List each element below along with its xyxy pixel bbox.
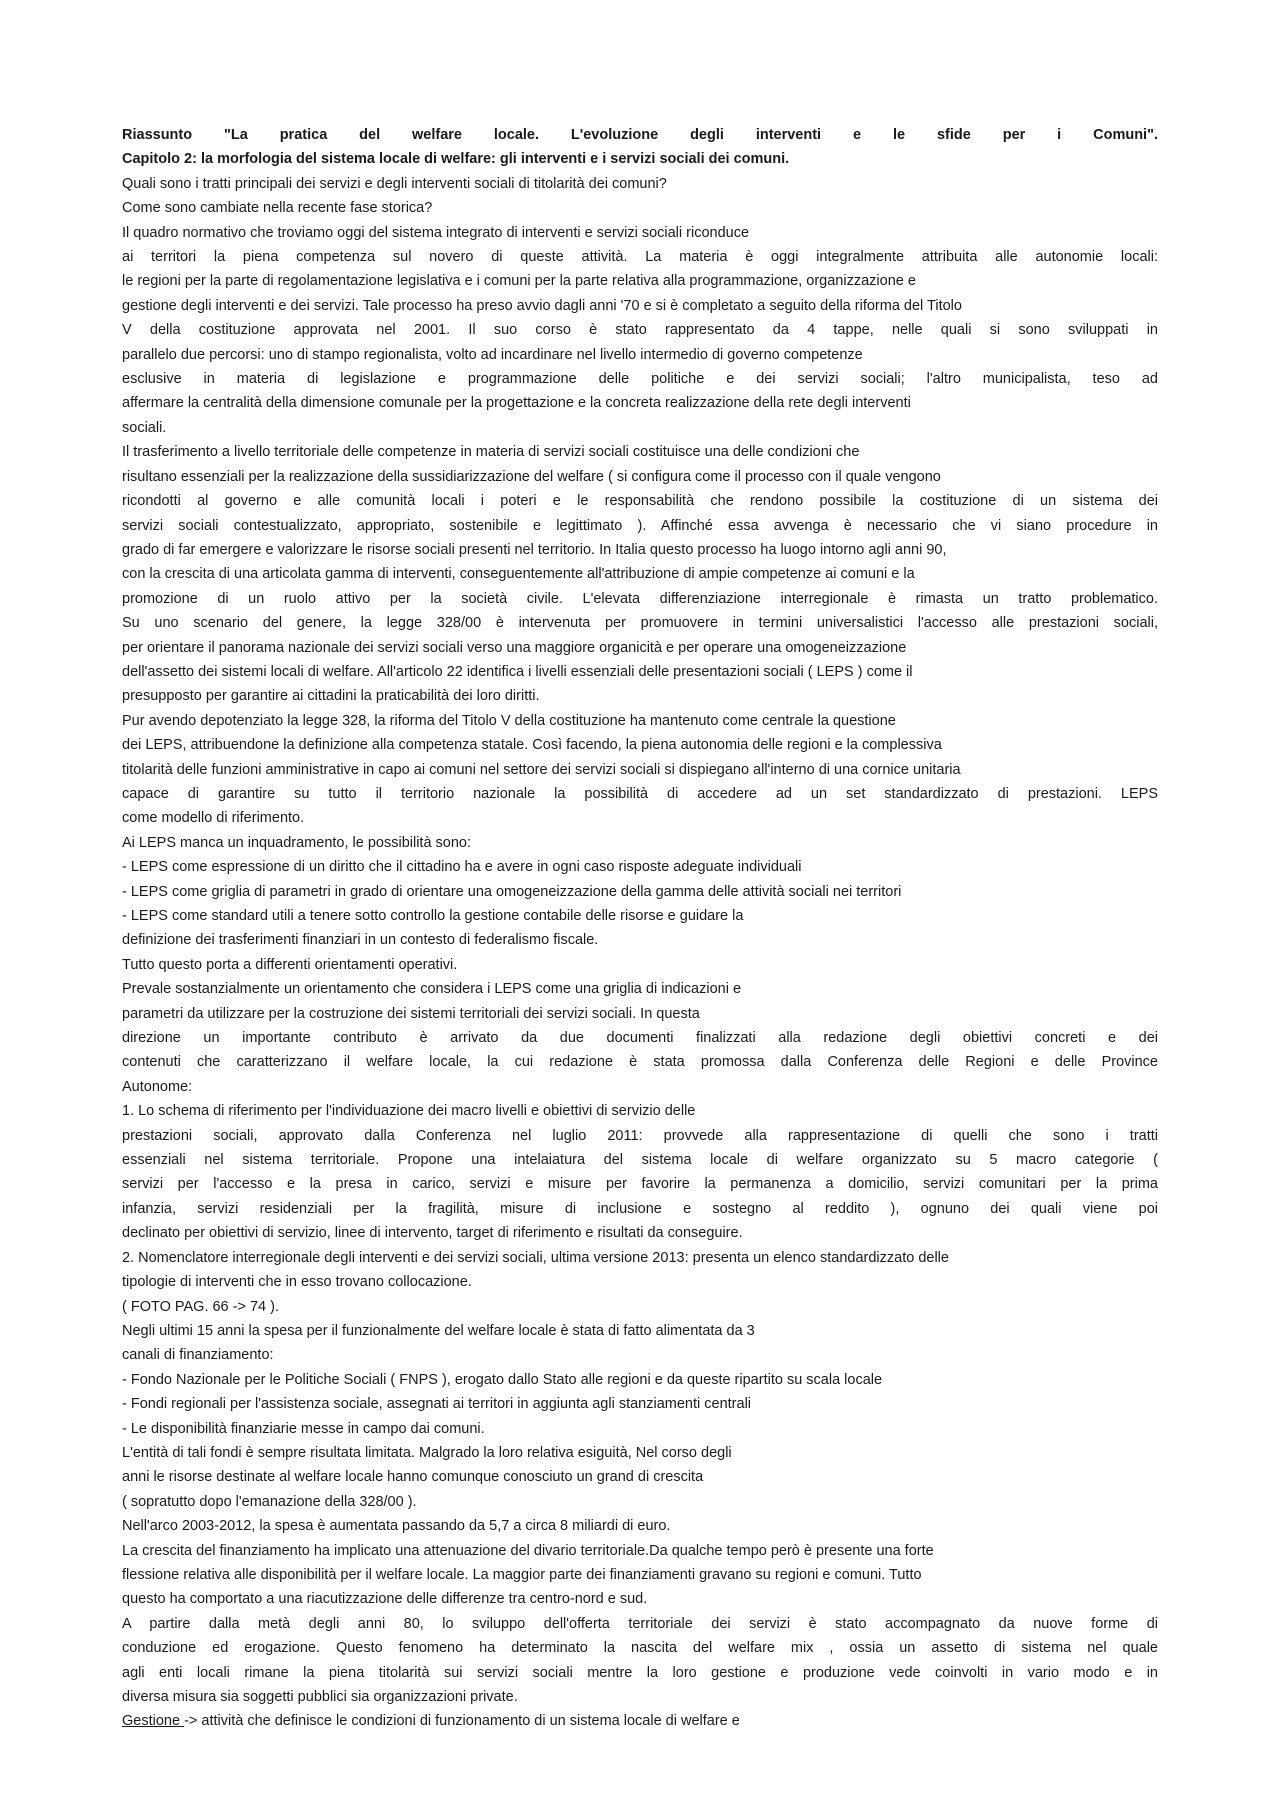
document-text-line: ( FOTO PAG. 66 -> 74 ).: [122, 1298, 279, 1315]
document-text-line: - LEPS come espressione di un diritto che il cittadino ha e avere in ogni caso risposte adeguate individuali: [122, 859, 802, 876]
document-text-line: 2. Nomenclatore interregionale degli interventi e dei servizi sociali, ultima versione 2013: presenta un elenco standardizzato delle: [122, 1249, 949, 1266]
document-text-line: Il trasferimento a livello territoriale delle competenze in materia di servizi sociali costituisce una delle condizioni che: [122, 444, 860, 461]
document-text-line: Pur avendo depotenziato la legge 328, la riforma del Titolo V della costituzione ha mantenuto come centrale la questione: [122, 712, 896, 729]
document-text-line: Autonome:: [122, 1078, 193, 1095]
document-text-line: infanzia, servizi residenziali per la fragilità, misure di inclusione e sostegno al reddito ), ognuno dei quali viene poi: [122, 1200, 1158, 1217]
document-text-line: anni le risorse destinate al welfare locale hanno comunque conosciuto un grand di crescita: [122, 1469, 704, 1486]
document-text-line: canali di finanziamento:: [122, 1347, 274, 1364]
document-text-line: promozione di un ruolo attivo per la società civile. L'elevata differenziazione interregionale è rimasta un tratto problematico.: [122, 590, 1158, 607]
document-text-line: Ai LEPS manca un inquadramento, le possibilità sono:: [122, 834, 472, 851]
document-text-line: A partire dalla metà degli anni 80, lo sviluppo dell'offerta territoriale dei servizi è stato accompagnato da nuove forme di: [122, 1615, 1158, 1632]
document-text-line: con la crescita di una articolata gamma di interventi, conseguentemente all'attribuzione di ampie competenze ai comuni e la: [122, 566, 915, 583]
document-text-line: - LEPS come griglia di parametri in grado di orientare una omogeneizzazione della gamma delle attività sociali nei territori: [122, 883, 902, 900]
document-text-line: La crescita del finanziamento ha implicato una attenuazione del divario territoriale.Da qualche tempo però è presente una forte: [122, 1542, 934, 1559]
definition-text: -> attività che definisce le condizioni di funzionamento di un sistema locale di welfare e: [184, 1713, 740, 1730]
document-text-line: per orientare il panorama nazionale dei servizi sociali verso una maggiore organicità e per operare una omogeneizzazione: [122, 639, 907, 656]
document-text-line: Prevale sostanzialmente un orientamento che considera i LEPS come una griglia di indicazioni e: [122, 981, 742, 998]
document-text-line: Come sono cambiate nella recente fase storica?: [122, 200, 433, 217]
document-text-line: affermare la centralità della dimensione comunale per la progettazione e la concreta realizzazione della rete degli interventi: [122, 395, 911, 412]
document-text-line: titolarità delle funzioni amministrative in capo ai comuni nel settore dei servizi sociali si dispiegano all'interno di una cornice unitaria: [122, 761, 961, 778]
document-text-line: come modello di riferimento.: [122, 810, 305, 827]
document-text-line: L'entità di tali fondi è sempre risultata limitata. Malgrado la loro relativa esiguità, Nel corso degli: [122, 1444, 732, 1461]
document-text-line: Su uno scenario del genere, la legge 328/00 è intervenuta per promuovere in termini universalistici l'accesso alle prestazioni sociali,: [122, 615, 1158, 632]
document-text-line: Tutto questo porta a differenti orientamenti operativi.: [122, 956, 458, 973]
document-text-line: ricondotti al governo e alle comunità locali i poteri e le responsabilità che rendono possibile la costituzione di un sistema dei: [122, 493, 1158, 510]
document-text-line: Quali sono i tratti principali dei servizi e degli interventi sociali di titolarità dei comuni?: [122, 175, 667, 192]
document-text-line: contenuti che caratterizzano il welfare locale, la cui redazione è stata promossa dalla Conferenza delle Regioni e delle Province: [122, 1054, 1158, 1071]
document-text-line: ai territori la piena competenza sul novero di queste attività. La materia è oggi integralmente attribuita alle autonomie locali:: [122, 249, 1158, 266]
document-text-line: direzione un importante contributo è arrivato da due documenti finalizzati alla redazione degli obiettivi concreti e dei: [122, 1030, 1158, 1047]
document-text-line: esclusive in materia di legislazione e programmazione delle politiche e dei servizi sociali; l'altro municipalista, teso ad: [122, 371, 1158, 388]
underlined-term: Gestione: [122, 1713, 185, 1730]
document-text-line: conduzione ed erogazione. Questo fenomeno ha determinato la nascita del welfare mix , ossia un assetto di sistema nel quale: [122, 1640, 1158, 1657]
document-text-line: - LEPS come standard utili a tenere sotto controllo la gestione contabile delle risorse e guidare la: [122, 908, 744, 924]
document-text-line: flessione relativa alle disponibilità per il welfare locale. La maggior parte dei finanziamenti gravano su regioni e comuni. Tutto: [122, 1566, 922, 1583]
document-text-line: definizione dei trasferimenti finanziari in un contesto di federalismo fiscale.: [122, 932, 599, 949]
document-text-line: - Fondi regionali per l'assistenza sociale, assegnati ai territori in aggiunta agli stanziamenti centrali: [122, 1396, 752, 1413]
document-text-line: questo ha comportato a una riacutizzazione delle differenze tra centro-nord e sud.: [122, 1591, 648, 1608]
document-text-line: essenziali nel sistema territoriale. Propone una intelaiatura del sistema locale di welfare organizzato su 5 macro categorie (: [122, 1152, 1158, 1169]
document-text-line: parallelo due percorsi: uno di stampo regionalista, volto ad incardinare nel livello intermedio di governo competenze: [122, 346, 863, 363]
document-text-line: dell'assetto dei sistemi locali di welfare. All'articolo 22 identifica i livelli essenziali delle presentazioni sociali ( LEPS ) come il: [122, 663, 913, 680]
document-text-line: gestione degli interventi e dei servizi. Tale processo ha preso avvio dagli anni '70 e si è completato a seguito della riforma del Titolo: [122, 297, 962, 314]
document-text-line: agli enti locali rimane la piena titolarità sui servizi sociali mentre la loro gestione e produzione vede coinvolti in vario modo e in: [122, 1664, 1158, 1681]
document-text-line: tipologie di interventi che in esso trovano collocazione.: [122, 1274, 472, 1291]
document-text-line: prestazioni sociali, approvato dalla Conferenza nel luglio 2011: provvede alla rappresentazione di quelli che sono i tratti: [122, 1127, 1158, 1144]
document-text-line: sociali.: [122, 419, 167, 436]
document-text-line: V della costituzione approvata nel 2001. Il suo corso è stato rappresentato da 4 tappe, nelle quali si sono sviluppati in: [122, 322, 1158, 339]
document-text-line: ( sopratutto dopo l'emanazione della 328/00 ).: [122, 1493, 417, 1510]
document-text-line: Negli ultimi 15 anni la spesa per il funzionalmente del welfare locale è stata di fatto alimentata da 3: [122, 1322, 755, 1339]
document-text-line: dei LEPS, attribuendone la definizione alla competenza statale. Così facendo, la piena autonomia delle regioni e la complessiva: [122, 737, 942, 754]
document-text-line: servizi sociali contestualizzato, appropriato, sostenibile e legittimato ). Affinché essa avvenga è necessario che vi siano procedure in: [122, 517, 1158, 534]
document-page: [122, 123, 1158, 1734]
document-text-line: - Fondo Nazionale per le Politiche Sociali ( FNPS ), erogato dallo Stato alle regioni e da queste ripartito su scala locale: [122, 1371, 883, 1388]
document-text-line: presupposto per garantire ai cittadini la praticabilità dei loro diritti.: [122, 688, 540, 705]
document-text-line: capace di garantire su tutto il territorio nazionale la possibilità di accedere ad un set standardizzato di prestazioni. LEPS: [122, 785, 1158, 802]
document-heading-line: Riassunto "La pratica del welfare locale. L'evoluzione degli interventi e le sfide per i Comuni".: [122, 127, 1158, 143]
document-text-line: Il quadro normativo che troviamo oggi del sistema integrato di interventi e servizi sociali riconduce: [122, 224, 750, 241]
document-text-line: grado di far emergere e valorizzare le risorse sociali presenti nel territorio. In Italia questo processo ha luogo intorno agli anni 90,: [122, 541, 947, 558]
document-text-line: [122, 1709, 1158, 1733]
document-heading-line: Capitolo 2: la morfologia del sistema locale di welfare: gli interventi e i servizi sociali dei comuni.: [122, 151, 790, 168]
document-text-line: Nell'arco 2003-2012, la spesa è aumentata passando da 5,7 a circa 8 miliardi di euro.: [122, 1518, 671, 1535]
document-text-line: parametri da utilizzare per la costruzione dei sistemi territoriali dei servizi sociali. In questa: [122, 1005, 700, 1022]
document-text-line: diversa misura sia soggetti pubblici sia organizzazioni private.: [122, 1689, 518, 1705]
document-text-line: risultano essenziali per la realizzazione della sussidiarizzazione del welfare ( si configura come il processo con il quale vengono: [122, 468, 941, 485]
document-text-line: servizi per l'accesso e la presa in carico, servizi e misure per favorire la permanenza a domicilio, servizi comunitari per la prima: [122, 1176, 1158, 1193]
document-text-line: le regioni per la parte di regolamentazione legislativa e i comuni per la parte relativa alla programmazione, organizzazione e: [122, 273, 916, 290]
document-text-line: declinato per obiettivi di servizio, linee di intervento, target di riferimento e risultati da conseguire.: [122, 1225, 743, 1242]
document-text-line: 1. Lo schema di riferimento per l'individuazione dei macro livelli e obiettivi di servizio delle: [122, 1103, 696, 1120]
document-text-line: - Le disponibilità finanziarie messe in campo dai comuni.: [122, 1420, 485, 1437]
